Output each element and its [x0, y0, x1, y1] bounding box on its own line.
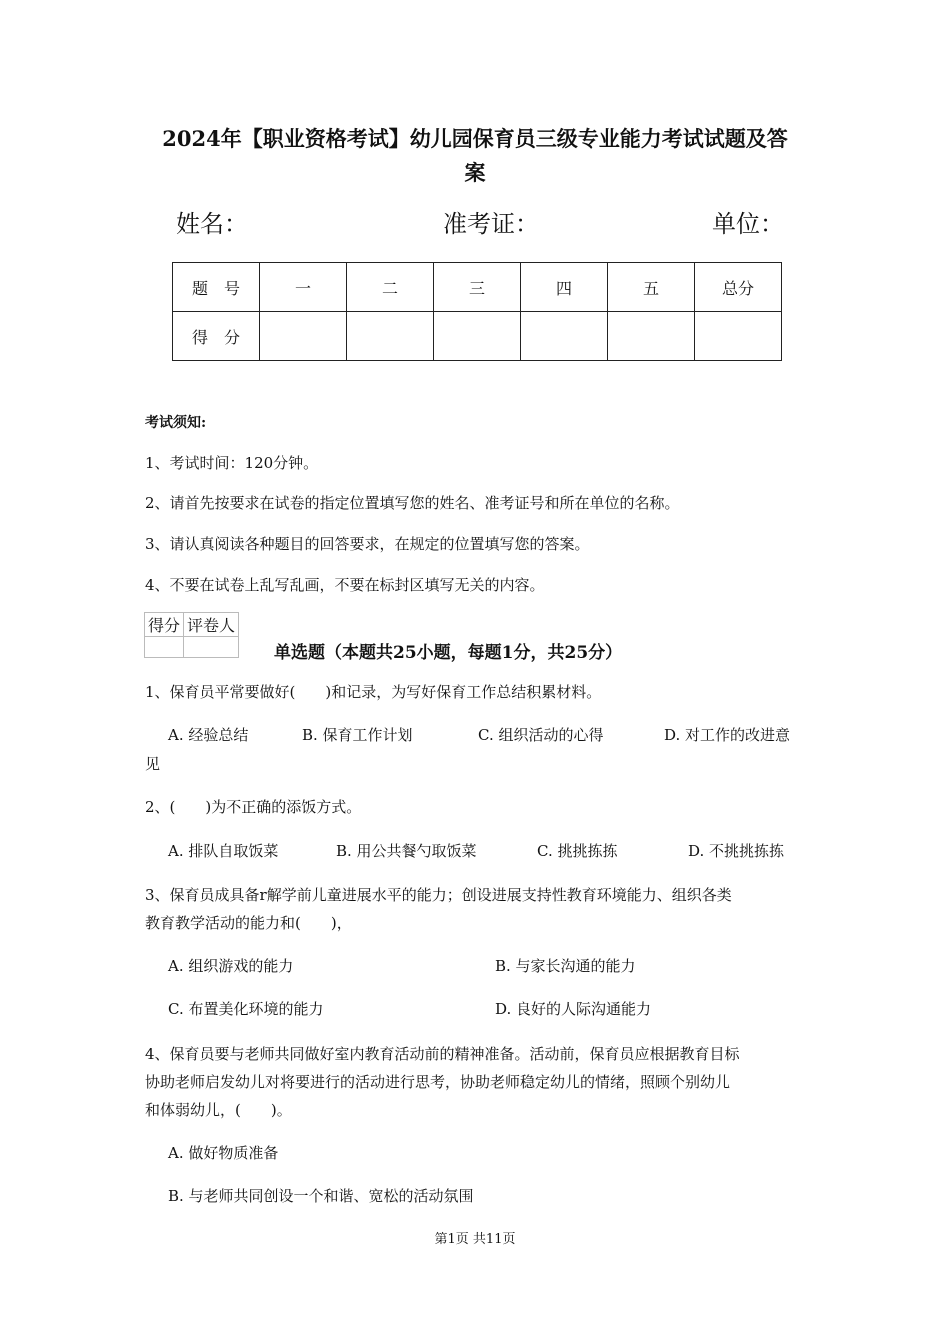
- score-table-score-row: [173, 312, 782, 361]
- header-part-4: 四: [521, 263, 608, 312]
- row-label-score: 得 分: [173, 312, 260, 361]
- name-label: 姓名：: [176, 210, 248, 238]
- option-a[interactable]: A. 经验总结: [168, 726, 249, 744]
- header-part-2: 二: [347, 263, 434, 312]
- option-b[interactable]: B. 保育工作计划: [302, 726, 413, 744]
- option-a[interactable]: A. 排队自取饭菜: [168, 842, 279, 860]
- score-cell[interactable]: [608, 312, 695, 361]
- exam-id-label: 准考证：: [443, 210, 539, 238]
- option-d[interactable]: D. 良好的人际沟通能力: [495, 1000, 652, 1018]
- option-b[interactable]: B. 与家长沟通的能力: [495, 957, 636, 975]
- grader-score-cell[interactable]: [145, 637, 184, 658]
- page-footer: 第1页 共11页: [434, 1232, 516, 1247]
- question-stem: 2、( )为不正确的添饭方式。: [145, 798, 362, 816]
- grader-name-cell[interactable]: [184, 637, 239, 658]
- score-table: [172, 262, 782, 361]
- grader-score-label: 得分: [145, 613, 184, 637]
- option-a[interactable]: A. 做好物质准备: [168, 1144, 279, 1162]
- section-title: 单选题（本题共25小题，每题1分，共25分）: [274, 643, 623, 663]
- grader-box: [144, 612, 239, 658]
- score-cell[interactable]: [260, 312, 347, 361]
- note-item: 3、请认真阅读各种题目的回答要求，在规定的位置填写您的答案。: [145, 535, 590, 553]
- title-line-2: 案: [464, 160, 486, 185]
- header-total: 总分: [695, 263, 782, 312]
- note-item: 2、请首先按要求在试卷的指定位置填写您的姓名、准考证号和所在单位的名称。: [145, 494, 680, 512]
- title-line-1: 2024年【职业资格考试】幼儿园保育员三级专业能力考试试题及答: [162, 126, 788, 151]
- note-item: 1、考试时间：120分钟。: [145, 454, 319, 472]
- score-cell[interactable]: [521, 312, 608, 361]
- grader-name-label: 评卷人: [184, 613, 239, 637]
- option-b[interactable]: B. 与老师共同创设一个和谐、宽松的活动氛围: [168, 1187, 474, 1205]
- score-table-header-row: [173, 263, 782, 312]
- unit-label: 单位：: [712, 210, 784, 238]
- notes-heading: 考试须知:: [145, 415, 207, 431]
- score-cell[interactable]: [434, 312, 521, 361]
- question-stem: 3、保育员成具备r解学前儿童进展水平的能力；创设进展支持性教育环境能力、组织各类: [145, 886, 732, 904]
- option-c[interactable]: C. 组织活动的心得: [478, 726, 604, 744]
- option-d[interactable]: D. 对工作的改进意: [664, 726, 791, 744]
- header-question-number: 题 号: [173, 263, 260, 312]
- option-c[interactable]: C. 布置美化环境的能力: [168, 1000, 324, 1018]
- question-stem: 1、保育员平常要做好( )和记录，为写好保育工作总结积累材料。: [145, 683, 602, 701]
- question-stem: 和体弱幼儿，( )。: [145, 1101, 292, 1119]
- option-c[interactable]: C. 挑挑拣拣: [537, 842, 618, 860]
- score-cell[interactable]: [695, 312, 782, 361]
- question-stem: 教育教学活动的能力和( )，: [145, 914, 352, 932]
- document-title: [100, 122, 850, 190]
- option-a[interactable]: A. 组织游戏的能力: [168, 957, 294, 975]
- header-part-1: 一: [260, 263, 347, 312]
- option-wrap: 见: [145, 755, 161, 773]
- option-d[interactable]: D. 不挑挑拣拣: [688, 842, 785, 860]
- header-part-5: 五: [608, 263, 695, 312]
- note-item: 4、不要在试卷上乱写乱画，不要在标封区填写无关的内容。: [145, 576, 545, 594]
- option-b[interactable]: B. 用公共餐勺取饭菜: [336, 842, 477, 860]
- score-cell[interactable]: [347, 312, 434, 361]
- header-part-3: 三: [434, 263, 521, 312]
- question-stem: 协助老师启发幼儿对将要进行的活动进行思考，协助老师稳定幼儿的情绪，照顾个别幼儿: [145, 1073, 731, 1091]
- question-stem: 4、保育员要与老师共同做好室内教育活动前的精神准备。活动前，保育员应根据教育目标: [145, 1045, 740, 1063]
